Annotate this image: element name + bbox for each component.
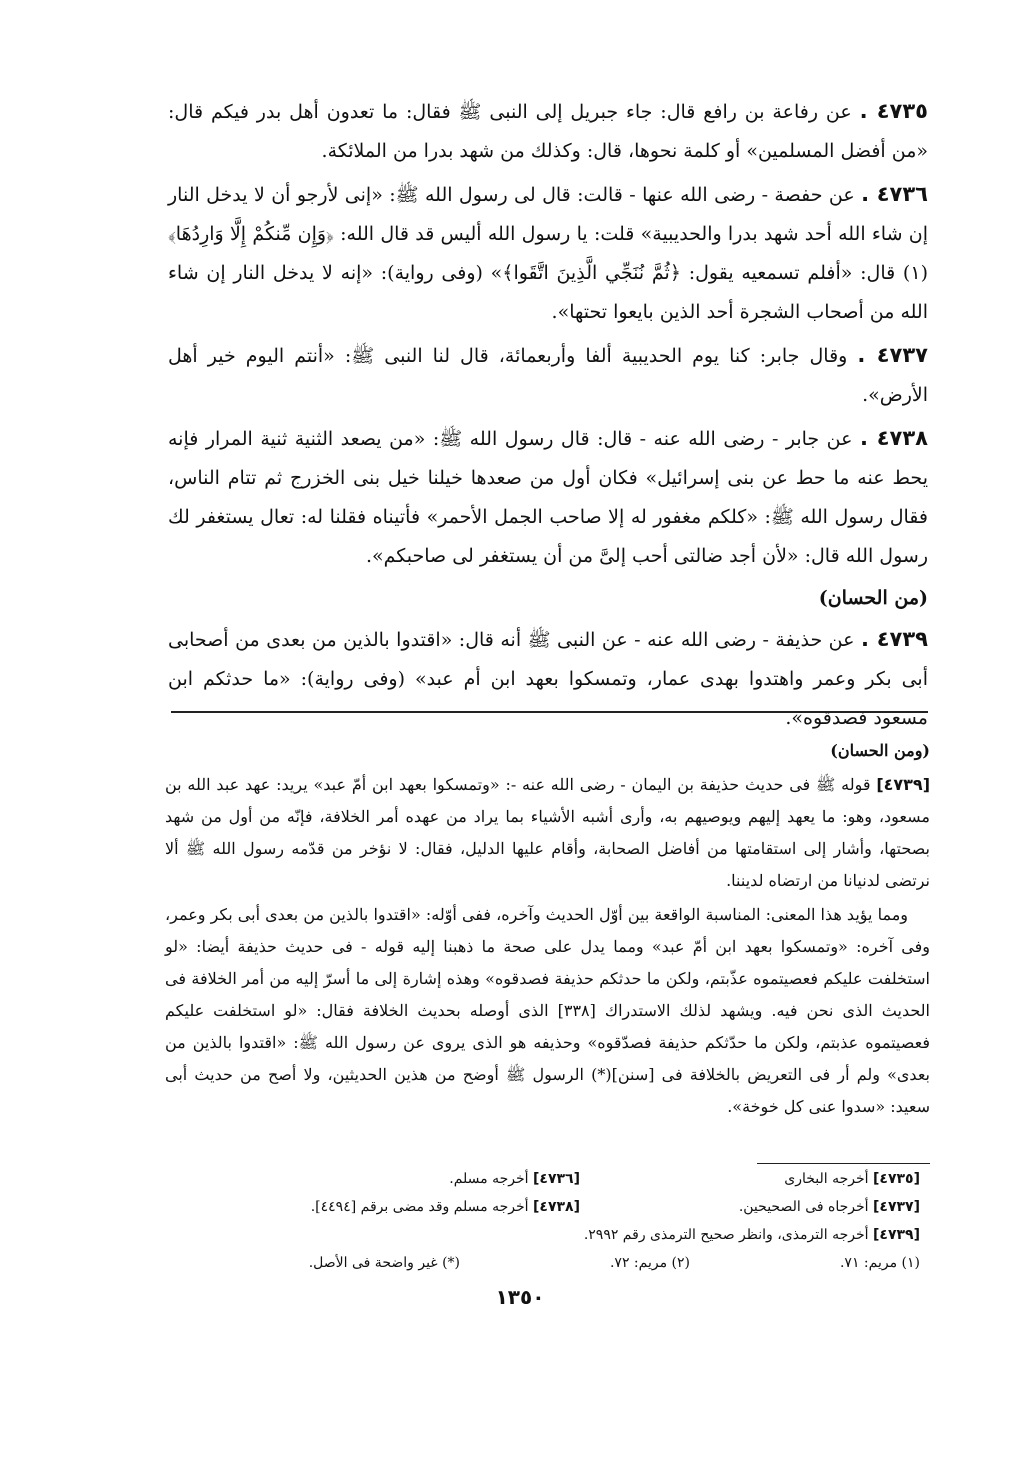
hadith-4735 [168, 92, 928, 171]
footnote-ref-2: (٢) مريم: ٧٢. [609, 1255, 690, 1271]
footnote-row [240, 1168, 920, 1190]
hadith-number: ٤٧٣٥ . [859, 99, 928, 123]
commentary-text: قوله ﷺ فى حديث حذيفة بن اليمان - رضى الله عنه -: «وتمسكوا بعهد ابن أمّ عبد» يريد: عهد عبد الله بن مسعود، وهو: ما يعهد إليهم ويوصيهم به، وأرى أشبه الأشياء بما يراد من عهده أمر الخلافة، فإنّه من أول من شهد بصحتها، وأشار إلى استقامتها من أفاضل الصحابة، وأقام عليها الدليل، فقال: لا نؤخر من قدّمه رسول الله ﷺ ألا نرتضى لدنيانا من ارتضاه لديننا. [165, 775, 931, 890]
hadith-4737 [168, 336, 928, 415]
commentary-paragraph-1 [165, 769, 930, 897]
hadith-4736 [168, 175, 928, 332]
footnote-4735: [٤٧٣٥] أخرجه البخارى [784, 1171, 920, 1187]
hadith-text: عن حفصة - رضى الله عنها - قالت: قال لى رسول الله ﷺ: «إنى لأرجو أن لا يدخل النار إن شاء الله أحد شهد بدرا والحديبية» قلت: يا رسول الله أليس قد قال الله: ﴿وَإِن مِّنكُمْ إِلَّا وَارِدُهَا﴾(١) قال: «أفلم تسمعيه يقول: ﴿ثُمَّ نُنَجِّي الَّذِينَ اتَّقَوا﴾» (وفى رواية): «إنه لا يدخل النار إن شاء الله من أصحاب الشجرة أحد الذين بايعوا تحتها». [168, 184, 928, 323]
footnote-ref-1: (١) مريم: ٧١. [839, 1255, 920, 1271]
footnote-4737: [٤٧٣٧] أخرجاه فى الصحيحين. [738, 1199, 920, 1215]
hadith-section [168, 92, 928, 742]
page-number: ١٣٥٠ [495, 1285, 545, 1309]
section-divider [171, 711, 928, 713]
footnote-row [240, 1224, 920, 1246]
footnote-4739: [٤٧٣٩] أخرجه الترمذى، وانظر صحيح الترمذى رقم ٢٩٩٢. [583, 1227, 920, 1243]
footnote-row [240, 1252, 920, 1274]
hadith-text: عن حذيفة - رضى الله عنه - عن النبى ﷺ أنه قال: «اقتدوا بالذين من بعدى من أصحابى أبى بكر وعمر واهتدوا بهدى عمار، وتمسكوا بعهد ابن أم عبد» (وفى رواية): «ما حدثكم ابن مسعود فصدقوه». [168, 629, 928, 729]
hadith-4738 [168, 419, 928, 576]
footnote-divider [757, 1163, 930, 1164]
footnote-4738: [٤٧٣٨] أخرجه مسلم وقد مضى برقم [٤٤٩٤]. [310, 1199, 580, 1215]
hadith-number: ٤٧٣٦ . [861, 182, 928, 206]
commentary-section [165, 735, 930, 1123]
footnote-4736: [٤٧٣٦] أخرجه مسلم. [449, 1171, 580, 1187]
hadith-number: ٤٧٣٩ . [860, 627, 928, 651]
hadith-text: عن رفاعة بن رافع قال: جاء جبريل إلى النبى ﷺ فقال: ما تعدون أهل بدر فيكم قال: «من أفضل المسلمين» أو كلمة نحوها، قال: وكذلك من شهد بدرا من الملائكة. [168, 101, 928, 162]
footnote-row [240, 1196, 920, 1218]
hadith-text: عن جابر - رضى الله عنه - قال: قال رسول الله ﷺ: «من يصعد الثنية ثنية المرار فإنه يحط عنه ما حط عن بنى إسرائيل» فكان أول من صعدها خيلنا خيل بنى الخزرج ثم تتام الناس، فقال رسول الله ﷺ: «كلكم مغفور له إلا صاحب الجمل الأحمر» فأتيناه فقلنا له: تعال يستغفر لك رسول الله قال: «لأن أجد ضالتى أحب إلىَّ من أن يستغفر لى صاحبكم». [168, 428, 928, 567]
commentary-paragraph-2: ومما يؤيد هذا المعنى: المناسبة الواقعة بين أوّل الحديث وآخره، ففى أوّله: «اقتدوا بالذين من بعدى أبى بكر وعمر، وفى آخره: «وتمسكوا بعهد ابن أمّ عبد» ومما يدل على صحة ما ذهبنا إليه قوله - فى حديث حذيفة أيضا: «لو استخلفت عليكم فعصيتموه عذّبتم، ولكن ما حدثكم حذيفة فصدقوه» وهذه إشارة إلى ما أسرّ إليه من أمر الخلافة فى الحديث الذى نحن فيه. ويشهد لذلك الاستدراك [٣٣٨] الذى أوصله بحديث الخلافة فقال: «لو استخلفت عليكم فعصيتموه عذبتم، ولكن ما حدّثكم حذيفة فصدّقوه» وحذيفه هو الذى يروى عن رسول الله ﷺ: «اقتدوا بالذين من بعدى» ولم أر فى التعريض بالخلافة فى [سنن](*) الرسول ﷺ أوضح من هذين الحديثين، ولا أصح من حديث أبى سعيد: «سدوا عنى كل خوخة». [165, 905, 931, 1116]
footnote-ref-star: (*) غير واضحة فى الأصل. [308, 1255, 460, 1271]
hadith-number: ٤٧٣٧ . [857, 343, 928, 367]
section-heading: (من الحسان) [818, 587, 928, 609]
hadith-text: وقال جابر: كنا يوم الحديبية ألفا وأربعمائة، قال لنا النبى ﷺ: «أنتم اليوم خير أهل الأرض». [168, 345, 928, 406]
hadith-4739 [168, 620, 928, 738]
commentary-heading: (ومن الحسان) [830, 741, 930, 760]
commentary-number: [٤٧٣٩] [876, 775, 930, 794]
hadith-number: ٤٧٣٨ . [859, 426, 928, 450]
